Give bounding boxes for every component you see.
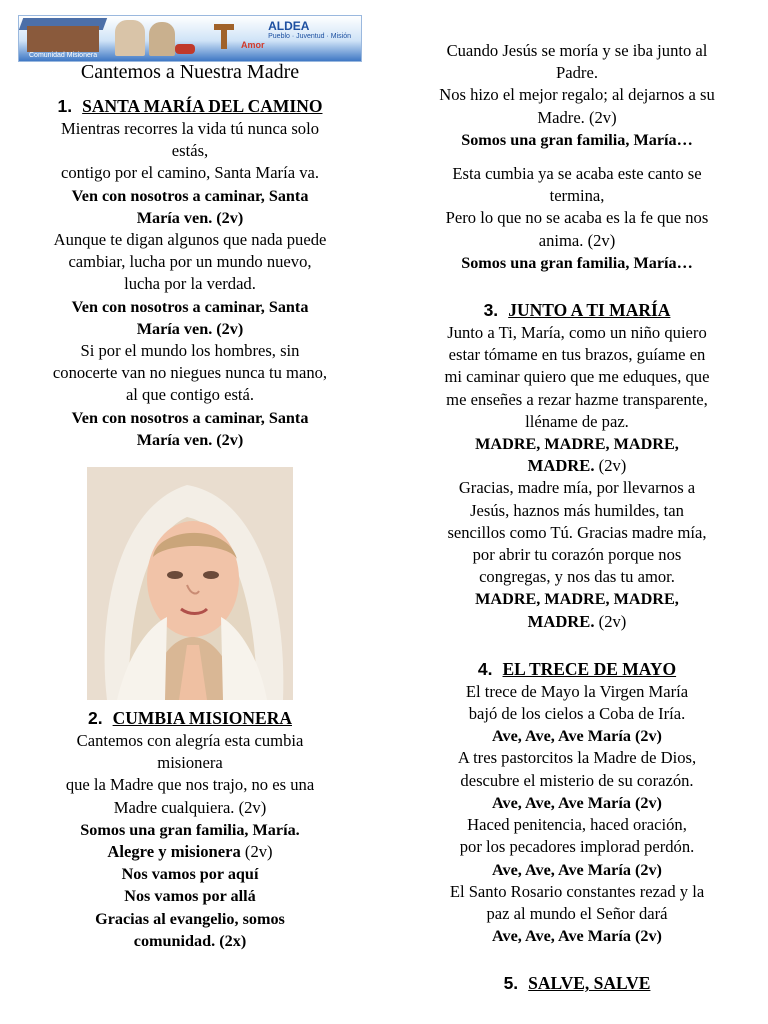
lyric-line: lucha por la verdad. <box>124 274 256 294</box>
chorus-line: Nos vamos por allá <box>124 887 256 906</box>
refrain-line: Ave, Ave, Ave María (2v) <box>492 927 662 946</box>
refrain-line: Ave, Ave, Ave María (2v) <box>492 727 662 746</box>
lyric-line: termina, <box>549 186 605 206</box>
chorus-line: Somos una gran familia, María. <box>80 820 300 839</box>
lyric-line: que la Madre que nos trajo, no es una <box>65 775 315 795</box>
chorus-line: Gracias al evangelio, somos <box>95 909 285 928</box>
song-2-heading <box>16 706 364 730</box>
lyric-line: Gracias, madre mía, por llevarnos a <box>458 478 696 498</box>
song-number: 3. <box>483 300 499 321</box>
lyric-line: sencillos como Tú. Gracias madre mía, <box>447 522 707 542</box>
song-5-heading <box>402 971 752 995</box>
song-number: 1. <box>57 96 73 116</box>
song-3-heading <box>402 298 752 322</box>
lyric-line: A tres pastorcitos la Madre de Dios, <box>457 748 697 768</box>
lyric-line: anima. (2v) <box>538 230 616 250</box>
lyric-line: Haced penitencia, haced oración, <box>467 815 687 835</box>
refrain-line: Ven con nosotros a caminar, Santa <box>71 297 309 316</box>
left-column <box>16 0 364 952</box>
virgin-mary-image <box>87 467 293 700</box>
refrain-line: Ave, Ave, Ave María (2v) <box>492 860 662 879</box>
lyric-line: mi caminar quiero que me eduques, que <box>444 367 710 387</box>
repeat-note: (2v) <box>594 456 627 476</box>
lyric-line: Esta cumbia ya se acaba este canto se <box>452 164 702 184</box>
song-number: 2. <box>87 708 103 729</box>
refrain-line: Ven con nosotros a caminar, Santa <box>71 408 309 427</box>
chorus-line <box>402 455 752 477</box>
lyric-line: El Santo Rosario constantes rezad y la <box>449 881 705 901</box>
lyric-line: Nos hizo el mejor regalo; al dejarnos a su <box>439 85 715 105</box>
song-title: SANTA MARÍA DEL CAMINO <box>82 96 323 116</box>
song-title: CUMBIA MISIONERA <box>112 708 292 729</box>
logo-text: ALDEA <box>268 19 310 33</box>
lyric-line: al que contigo está. <box>125 385 255 405</box>
chorus-bold: MADRE. <box>527 456 595 476</box>
lyric-line: Madre cualquiera. (2v) <box>113 797 267 817</box>
chorus-line <box>402 611 752 633</box>
lyric-line: Mientras recorres la vida tú nunca solo <box>60 119 320 138</box>
repeat-note: (2v) <box>240 842 273 862</box>
lyric-line: Aunque te digan algunos que nada puede <box>53 230 327 250</box>
lyric-line: paz al mundo el Señor dará <box>486 903 668 923</box>
chorus-bold: MADRE. <box>527 611 595 631</box>
lyric-line: contigo por el camino, Santa María va. <box>60 163 320 183</box>
lyric-line: Madre. (2v) <box>537 107 617 127</box>
lyric-line: Jesús, haznos más humildes, tan <box>470 500 684 520</box>
refrain-line: Ven con nosotros a caminar, Santa <box>71 186 309 205</box>
song-title: EL TRECE DE MAYO <box>502 658 677 679</box>
lyric-line: Cuando Jesús se moría y se iba junto al <box>446 41 708 60</box>
banner-bottom-text: Comunidad Misionera <box>29 52 98 59</box>
lyric-line: estás, <box>171 141 209 161</box>
chorus-line: comunidad. (2x) <box>133 931 247 950</box>
chorus-line: MADRE, MADRE, MADRE, <box>475 590 679 609</box>
song-4-heading <box>402 657 752 681</box>
lyric-line: me enseñes a rezar hazme transparente, <box>446 389 708 409</box>
refrain-line: María ven. (2v) <box>136 430 244 449</box>
lyric-line: Padre. <box>556 63 598 83</box>
chorus-line: Nos vamos por aquí <box>121 865 259 884</box>
lyric-line: por abrir tu corazón porque nos <box>472 545 682 565</box>
lyric-line: congregas, y nos das tu amor. <box>479 567 675 587</box>
lyric-line: lléname de paz. <box>525 411 629 431</box>
lyric-line: estar tómame en tus brazos, guíame en <box>448 345 706 365</box>
song-1-heading <box>16 94 364 118</box>
lyric-line: bajó de los cielos a Coba de Iría. <box>468 704 686 724</box>
lyric-line: por los pecadores implorad perdón. <box>459 837 695 857</box>
song-number: 5. <box>503 973 519 994</box>
chorus-line: MADRE, MADRE, MADRE, <box>475 435 679 454</box>
chorus-line <box>16 841 364 863</box>
refrain-line: María ven. (2v) <box>136 319 244 338</box>
lyric-line: El trece de Mayo la Virgen María <box>465 681 689 701</box>
song-title: SALVE, SALVE <box>528 973 651 994</box>
virgin-mary-illustration <box>87 467 293 700</box>
lyric-line: Junto a Ti, María, como un niño quiero <box>447 323 707 343</box>
chorus-bold: Alegre y misionera <box>107 842 241 862</box>
lyric-line: cambiar, lucha por un mundo nuevo, <box>68 252 312 272</box>
song-title: JUNTO A TI MARÍA <box>508 300 671 321</box>
repeat-note: (2v) <box>594 611 627 631</box>
logo-subtext: Pueblo · Juventud · Misión <box>268 33 351 40</box>
refrain-line: María ven. (2v) <box>136 208 244 227</box>
lyric-line: conocerte van no niegues nunca tu mano, <box>52 363 328 383</box>
lyric-line: Si por el mundo los hombres, sin <box>80 341 300 361</box>
lyric-line: descubre el misterio de su corazón. <box>460 770 694 790</box>
lyric-line: Cantemos con alegría esta cumbia <box>76 731 304 751</box>
lyric-line: misionera <box>157 753 223 773</box>
right-column <box>402 0 752 995</box>
page-title: Cantemos a Nuestra Madre <box>80 61 300 83</box>
refrain-line: Somos una gran familia, María… <box>461 130 693 149</box>
song-number: 4. <box>477 658 493 679</box>
banner-heart-text: Amor <box>241 40 265 50</box>
lyric-line: Pero lo que no se acaba es la fe que nos <box>445 208 709 228</box>
refrain-line: Somos una gran familia, María… <box>461 253 693 272</box>
refrain-line: Ave, Ave, Ave María (2v) <box>492 793 662 812</box>
